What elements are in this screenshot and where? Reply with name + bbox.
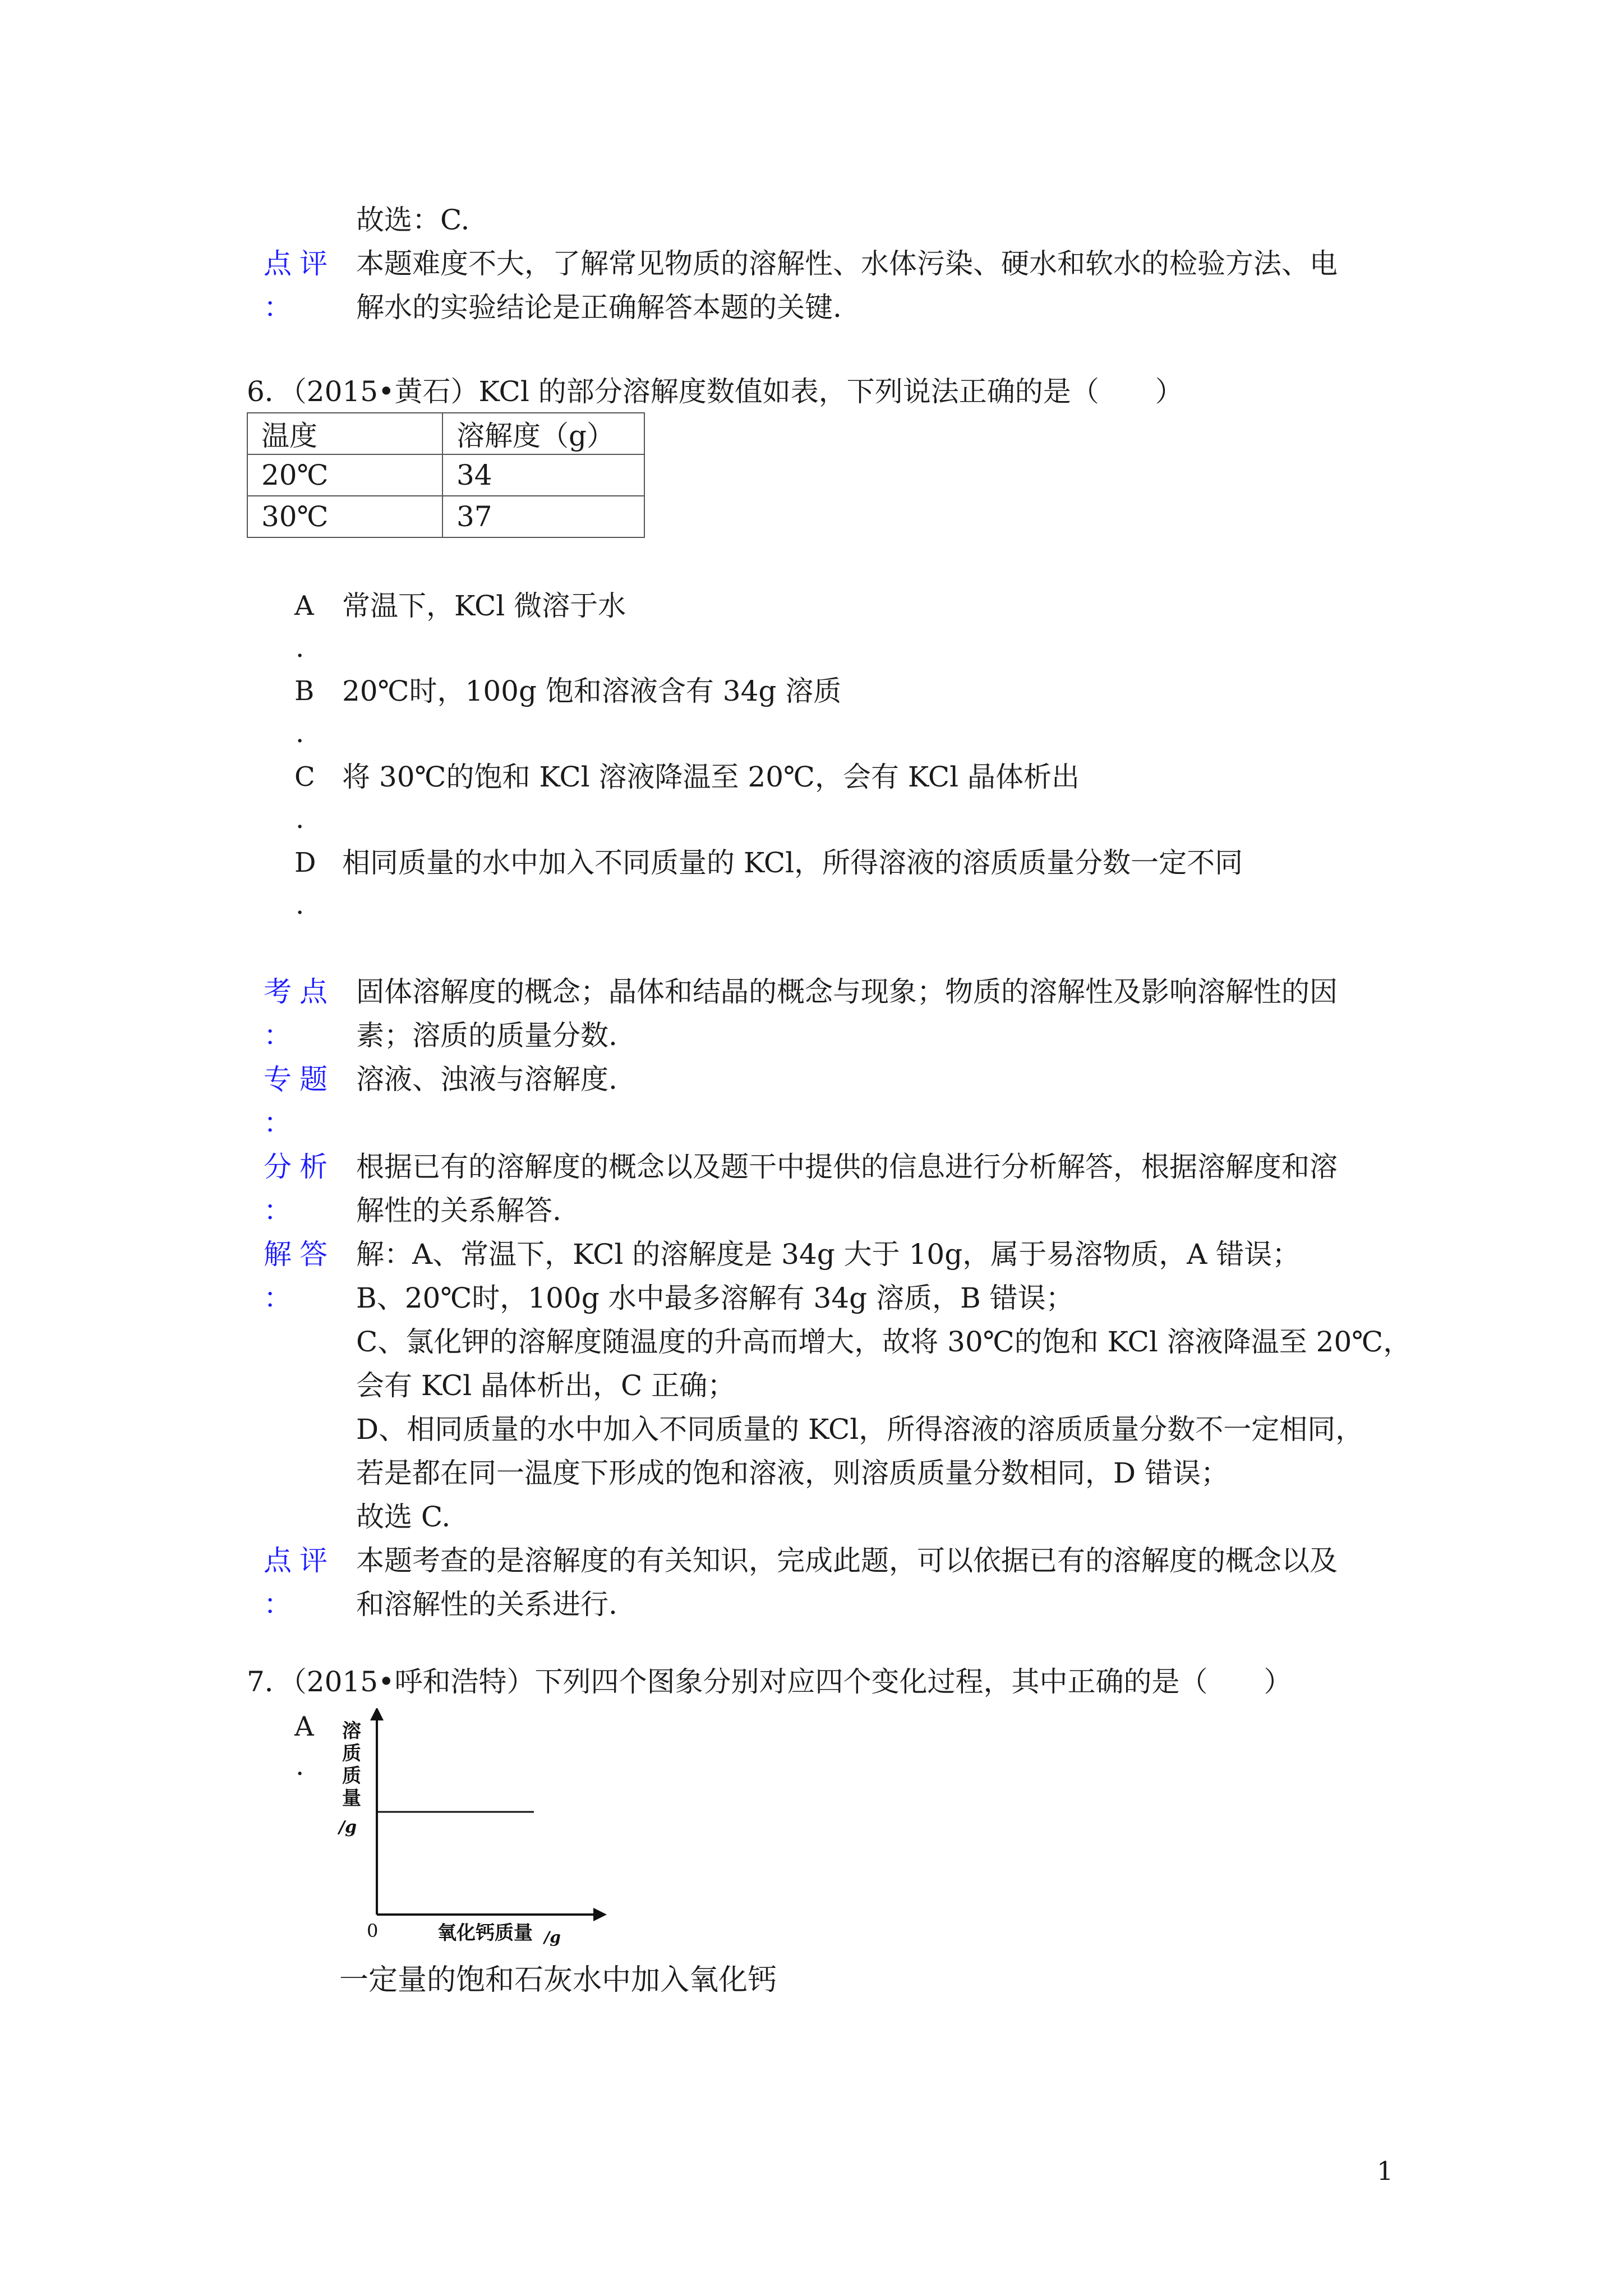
table-row [247,454,644,496]
q7-option-a-dot: . [296,1750,305,1782]
page-number: 1 [1377,2156,1394,2186]
option-b-dot: . [296,717,305,749]
table-header-cell: 温度 [247,413,442,454]
table-cell: 34 [442,454,644,496]
option-c-text: 将 30℃的饱和 KCl 溶液降温至 20℃，会有 KCl 晶体析出 [342,761,1080,793]
q7-option-a-letter: A [294,1711,314,1742]
jieda-line-3: C、氯化钾的溶解度随温度的升高而增大，故将 30℃的饱和 KCl 溶液降温至 20℃， [356,1326,1412,1358]
option-d-letter: D [294,847,316,878]
jieda-line-2: B、20℃时，100g 水中最多溶解有 34g 溶质，B 错误； [356,1282,1074,1314]
dianping-colon: ： [264,1588,292,1621]
option-d-text: 相同质量的水中加入不同质量的 KCl，所得溶液的溶质质量分数一定不同 [342,846,1243,879]
dianping-line-2: 和溶解性的关系进行. [356,1588,617,1621]
zhuanti-line-1: 溶液、浊液与溶解度. [356,1063,617,1096]
q5-comment-line-2: 解水的实验结论是正确解答本题的关键. [356,291,842,324]
fenxi-line-2: 解性的关系解答. [356,1194,561,1227]
jieda-line-7: 故选 C. [356,1501,451,1533]
jieda-line-5: D、相同质量的水中加入不同质量的 KCl，所得溶液的溶质质量分数不一定相同， [356,1413,1364,1446]
kaodian-line-2: 素；溶质的质量分数. [356,1019,617,1052]
table-cell: 20℃ [247,454,442,496]
kaodian-label: 考点 [264,976,335,1008]
zhuanti-colon: ： [264,1107,292,1139]
xlabel: 氧化钙质量 [437,1922,533,1944]
jieda-line-6: 若是都在同一温度下形成的饱和溶液，则溶质质量分数相同，D 错误； [356,1457,1229,1489]
jieda-line-1: 解：A、常温下，KCl 的溶解度是 34g 大于 10g，属于易溶物质，A 错误； [356,1238,1301,1271]
fenxi-label: 分析 [264,1151,335,1183]
table-row [247,496,644,537]
ylabel-char: 质 [342,1765,361,1787]
fenxi-colon: ： [264,1194,292,1227]
origin-label: 0 [367,1920,379,1941]
table-cell: 37 [442,496,644,537]
ylabel-char: 溶 [342,1720,361,1742]
q7-stem: 7．（2015•呼和浩特）下列四个图象分别对应四个变化过程，其中正确的是（ ） [247,1665,1292,1698]
fenxi-line-1: 根据已有的溶解度的概念以及题干中提供的信息进行分析解答，根据溶解度和溶 [356,1151,1338,1183]
q5-comment-label: 点评 [264,247,335,280]
option-a-dot: . [296,632,305,664]
option-b-letter: B [294,675,315,707]
jieda-line-4: 会有 KCl 晶体析出，C 正确； [356,1369,736,1402]
kaodian-colon: ： [264,1019,292,1052]
solubility-table [247,412,645,538]
ylabel-unit: /g [339,1818,357,1837]
q5-comment-line-1: 本题难度不大，了解常见物质的溶解性、水体污染、硬水和软水的检验方法、电 [356,247,1338,280]
dianping-label: 点评 [264,1544,335,1577]
table-header-cell: 溶解度（g） [442,413,644,454]
q6-stem: 6．（2015•黄石）KCl 的部分溶解度数值如表，下列说法正确的是（ ） [247,375,1183,408]
xlabel-unit: /g [544,1928,561,1947]
q7-option-a-graph [325,1708,617,1957]
option-a-text: 常温下，KCl 微溶于水 [342,590,626,622]
jieda-colon: ： [264,1282,292,1314]
option-d-dot: . [296,889,305,921]
kaodian-line-1: 固体溶解度的概念；晶体和结晶的概念与现象；物质的溶解性及影响溶解性的因 [356,976,1338,1008]
option-c-letter: C [294,761,315,793]
option-a-letter: A [294,590,314,622]
table-cell: 30℃ [247,496,442,537]
option-c-dot: . [296,803,305,835]
ylabel-char: 质 [342,1742,361,1765]
q5-comment-colon: ： [264,291,292,324]
option-b-text: 20℃时，100g 饱和溶液含有 34g 溶质 [342,675,842,707]
table-header-row [247,413,644,454]
dianping-line-1: 本题考查的是溶解度的有关知识，完成此题，可以依据已有的溶解度的概念以及 [356,1544,1338,1577]
q5-answer: 故选：C. [356,204,470,236]
ylabel-char: 量 [342,1787,361,1810]
q7-option-a-caption: 一定量的饱和石灰水中加入氧化钙 [339,1963,777,1997]
jieda-label: 解答 [264,1238,335,1271]
zhuanti-label: 专题 [264,1063,335,1096]
